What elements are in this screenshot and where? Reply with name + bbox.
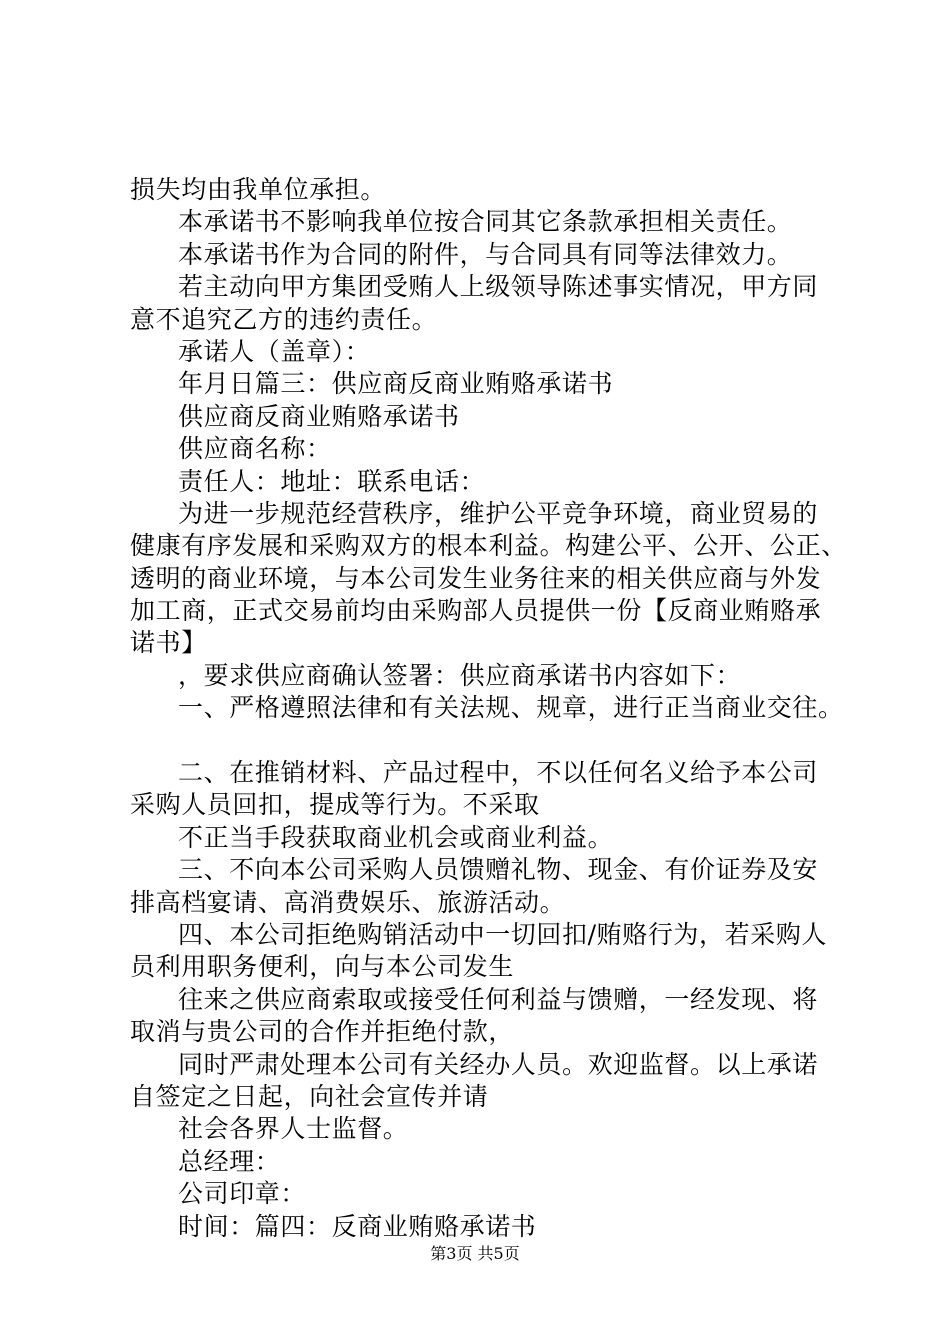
text-line: 为进一步规范经营秩序，维护公平竞争环境，商业贸易的 [178, 498, 819, 528]
blank-line [130, 725, 850, 757]
text-line: 本承诺书作为合同的附件，与合同具有同等法律效力。 [178, 239, 793, 269]
text-line: 公司印章： [178, 1179, 307, 1209]
text-line: 透明的商业环境，与本公司发生业务往来的相关供应商与外发 [130, 563, 822, 593]
text-line: 同时严肃处理本公司有关经办人员。欢迎监督。以上承诺 [178, 1049, 819, 1079]
text-line: 年月日篇三：供应商反商业贿赂承诺书 [178, 369, 614, 399]
text-line: 往来之供应商索取或接受任何利益与馈赠，一经发现、将 [178, 984, 819, 1014]
text-line: 本承诺书不影响我单位按合同其它条款承担相关责任。 [178, 207, 793, 237]
text-line: 承诺人（盖章）： [178, 336, 371, 366]
text-line: ，要求供应商确认签署：供应商承诺书内容如下： [178, 660, 742, 690]
text-line: 若主动向甲方集团受贿人上级领导陈述事实情况，甲方同 [178, 272, 819, 302]
text-line: 三、不向本公司采购人员馈赠礼物、现金、有价证券及安 [178, 855, 819, 885]
text-line: 总经理： [178, 1146, 281, 1176]
text-line: 自签定之日起，向社会宣传并请 [130, 1081, 489, 1111]
text-line: 二、在推销材料、产品过程中，不以任何名义给予本公司 [178, 758, 819, 788]
document-body [130, 174, 850, 1243]
text-line: 损失均由我单位承担。 [130, 175, 387, 204]
text-line: 供应商名称： [178, 434, 332, 464]
text-line: 员利用职务便利，向与本公司发生 [130, 952, 515, 982]
text-line: 意不追究乙方的违约责任。 [130, 304, 438, 334]
text-line: 一、严格遵照法律和有关法规、规章，进行正当商业交往。 [178, 693, 844, 723]
text-line: 诺书】 [130, 628, 207, 658]
text-line: 健康有序发展和采购双方的根本利益。构建公平、公开、公正、 [130, 531, 847, 561]
text-line: 排高档宴请、高消费娱乐、旅游活动。 [130, 887, 566, 917]
text-line: 时间：篇四：反商业贿赂承诺书 [178, 1211, 537, 1241]
text-line: 社会各界人士监督。 [178, 1114, 409, 1144]
text-line: 四、本公司拒绝购销活动中一切回扣/贿赂行为，若采购人 [178, 919, 828, 949]
text-line: 责任人：地址：联系电话： [178, 466, 486, 496]
text-line: 采购人员回扣，提成等行为。不采取 [130, 790, 540, 820]
page-number-footer: 第3页 共5页 [430, 1244, 520, 1263]
text-line: 供应商反商业贿赂承诺书 [178, 401, 460, 431]
text-line: 加工商，正式交易前均由采购部人员提供一份【反商业贿赂承 [130, 596, 822, 626]
text-line: 不正当手段获取商业机会或商业利益。 [178, 822, 614, 852]
text-line: 取消与贵公司的合作并拒绝付款， [130, 1017, 515, 1047]
